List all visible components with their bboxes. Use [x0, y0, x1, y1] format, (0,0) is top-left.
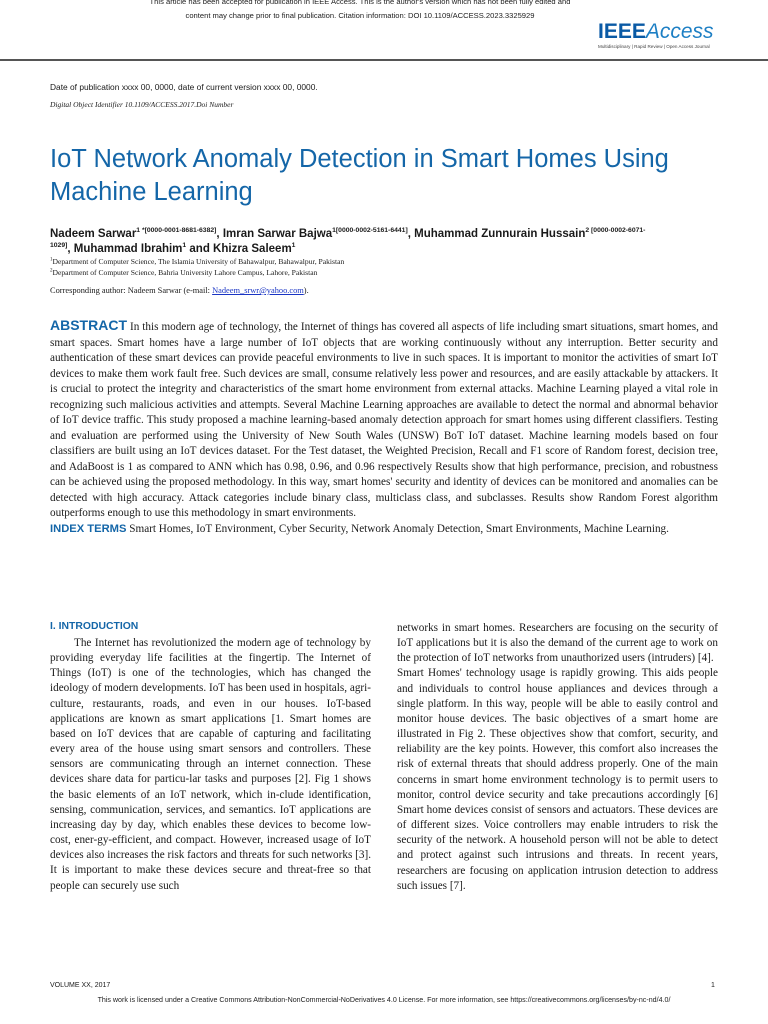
acceptance-notice-line-1: This article has been accepted for publication in IEEE Access. This is the author's version which has not been fully edited and	[149, 0, 571, 6]
affiliation-line	[50, 268, 317, 277]
corresponding-suffix: ).	[303, 286, 309, 295]
footer-license: This work is licensed under a Creative Commons Attribution-NonCommercial-NoDerivatives 4.0 License. For more information, see https://creativecommons.org/licenses/by-nc-nd/4.0/	[97, 996, 671, 1004]
author-affiliation-mark: 1 *[0000-0001-8681-6382]	[136, 227, 217, 235]
affiliation-mark: 1	[50, 257, 53, 263]
affiliation-text: Department of Computer Science, Bahria University Lahore Campus, Lahore, Pakistan	[52, 268, 318, 277]
author-affiliation-mark: 1	[291, 242, 296, 250]
affiliation-mark: 2	[50, 268, 53, 274]
author-name: Muhammad Zunnurain Hussain	[414, 228, 586, 240]
body-paragraph: networks in smart homes. Researchers are focusing on the security of IoT applications but it is also the demand of the current age to work on the protection of IoT networks from unauthorized users (intruders) [4].	[397, 622, 718, 665]
body-paragraph: Smart Homes' technology usage is rapidly growing. This aids people and individuals to control house appliances and devices through a single platform. In this way, people will be able to easily control and monitor house devices. The basic objectives of a smart home are illustrated in Fig 2. These objectives show that comfort, security, and reliability are the key points. However, this comfort also increases the risk of external threats that should address properly. One of the main concerns in smart home environment technology is to permit users to monitor, control device security and take precautions accordingly [6] Smart home devices consist of sensors and actuators. These devices are of different sizes. Voice controllers may enable intruders to risk the security of the network. A household person will not be able to detect and protect against such intrusions and threats. In recent years, researchers are focusing on application intrusion detection to address such issues [7].	[397, 667, 718, 892]
body-paragraph: The Internet has revolutionized the modern age of technology by providing everyday life facilities at the fingertip. The Internet of Things (IoT) is one of the technologies, which has changed the ideology of modern developments. IoT has been used in hospitals, agri-culture, restaurants, roads, and even in our houses. IoT-based applications are known as smart applications [1. Smart homes are based on IoT devices that are capable of capturing and facilitating every area of the house using smart sensors and controllers. These sensors are communicating through an internet connection. These devices share data for particu-lar tasks and purposes [2]. Fig 1 shows the basic elements of an IoT network, which in-clude identification, sensing, communication, services, and semantics. IoT applications are increasing day by day, which enables these devices to become low-cost, ener-gy-efficient, and compact. However, increased usage of IoT devices also increases the risk factors and threats for such networks [3]. It is important to make these devices secure and threat-free so that people can securely use such	[50, 637, 371, 892]
footer-page-number: 1	[711, 982, 715, 989]
affiliation-line	[50, 257, 344, 266]
abstract-text: In this modern age of technology, the Internet of things has covered all aspects of life including smart situations, smart homes, and smart spaces. Smart homes have a large number of IoT objects that are working continuously without any interruption. Better security and authentication of these smart devices can provide peaceful environments to live in such spaces. It is important to monitor the activities of smart IoT devices to make them work fault free. Such devices are small, consume relatively less power and resources, and are easily attackable by attackers. It is crucial to protect the integrity and characteristics of the smart home environment from external attacks. Machine Learning played a vital role in recognizing such malicious activities and attempts. Several Machine Learning approaches are available to detect the normal and abnormal behavior of IoT device traffic. This study proposed a machine learning-based anomaly detection approach for smart homes using different classifiers. Testing and evaluation are performed using the University of New South Wales (UNSW) BoT IoT dataset. Machine learning models based on four classifiers are built using an IoT devices dataset. For the Test dataset, the Weighted Precision, Recall and F1 score of Random forest, decision tree, and AdaBoost is 1 as compared to ANN which has 0.98, 0.96, and 0.96 respectively Results show that high performance, precision, and robustness can be achieved using the proposed methodology. In this way, smart homes' security and identity of devices can be monitored and anomalies can be detected with high accuracy. Attack categories include binary class, multiclass class, and subclasses. Results show Random Forest algorithm outperforms enough to use this methodology in smart environments.	[50, 321, 719, 519]
author-list	[50, 227, 650, 257]
abstract-heading: ABSTRACT	[50, 317, 127, 333]
footer-volume: VOLUME XX, 2017	[50, 982, 111, 989]
logo-ieee-text: IEEE	[598, 20, 646, 43]
author-affiliation-mark: 2 [0000-0002-6071-1029]	[50, 227, 646, 250]
corresponding-author	[50, 286, 309, 295]
doi-line: Digital Object Identifier 10.1109/ACCESS.2017.Doi Number	[50, 100, 234, 109]
journal-tagline: Multidisciplinary | Rapid Review | Open Access Journal	[598, 44, 710, 49]
author-affiliation-mark: 1	[182, 242, 187, 250]
body-column-right	[397, 621, 718, 894]
acceptance-notice-line-2: content may change prior to final publication. Citation information: DOI 10.1109/ACCESS.2023.3325929	[185, 11, 535, 20]
abstract-section	[50, 318, 718, 537]
author-separator: and	[186, 243, 214, 255]
author-separator: ,	[407, 228, 415, 240]
header-divider	[0, 59, 768, 61]
journal-logo-wordmark	[598, 21, 723, 43]
publication-date: Date of publication xxxx 00, 0000, date of current version xxxx 00, 0000.	[50, 82, 318, 92]
author-name: Nadeem Sarwar	[50, 228, 137, 240]
author-separator: ,	[67, 243, 74, 255]
journal-logo	[598, 21, 723, 49]
author-name: Khizra Saleem	[213, 243, 292, 255]
section-heading-introduction: I. INTRODUCTION	[50, 621, 139, 632]
affiliation-text: Department of Computer Science, The Islamia University of Bahawalpur, Bahawalpur, Pakistan	[52, 257, 345, 266]
index-terms-text: Smart Homes, IoT Environment, Cyber Security, Network Anomaly Detection, Smart Environments, Machine Learning.	[129, 522, 669, 535]
corresponding-email-link[interactable]: Nadeem_srwr@yahoo.com	[212, 286, 304, 295]
logo-access-text: Access	[645, 20, 714, 43]
author-affiliation-mark: 1[0000-0002-5161-6441]	[332, 227, 408, 235]
corresponding-prefix: Corresponding author: Nadeem Sarwar (e-mail:	[50, 286, 213, 295]
index-terms-heading: INDEX TERMS	[50, 522, 127, 535]
author-name: Muhammad Ibrahim	[73, 243, 183, 255]
author-name: Imran Sarwar Bajwa	[222, 228, 333, 240]
paper-title: IoT Network Anomaly Detection in Smart Homes Using Machine Learning	[50, 145, 669, 206]
author-separator: ,	[216, 228, 223, 240]
body-column-left	[50, 620, 371, 894]
